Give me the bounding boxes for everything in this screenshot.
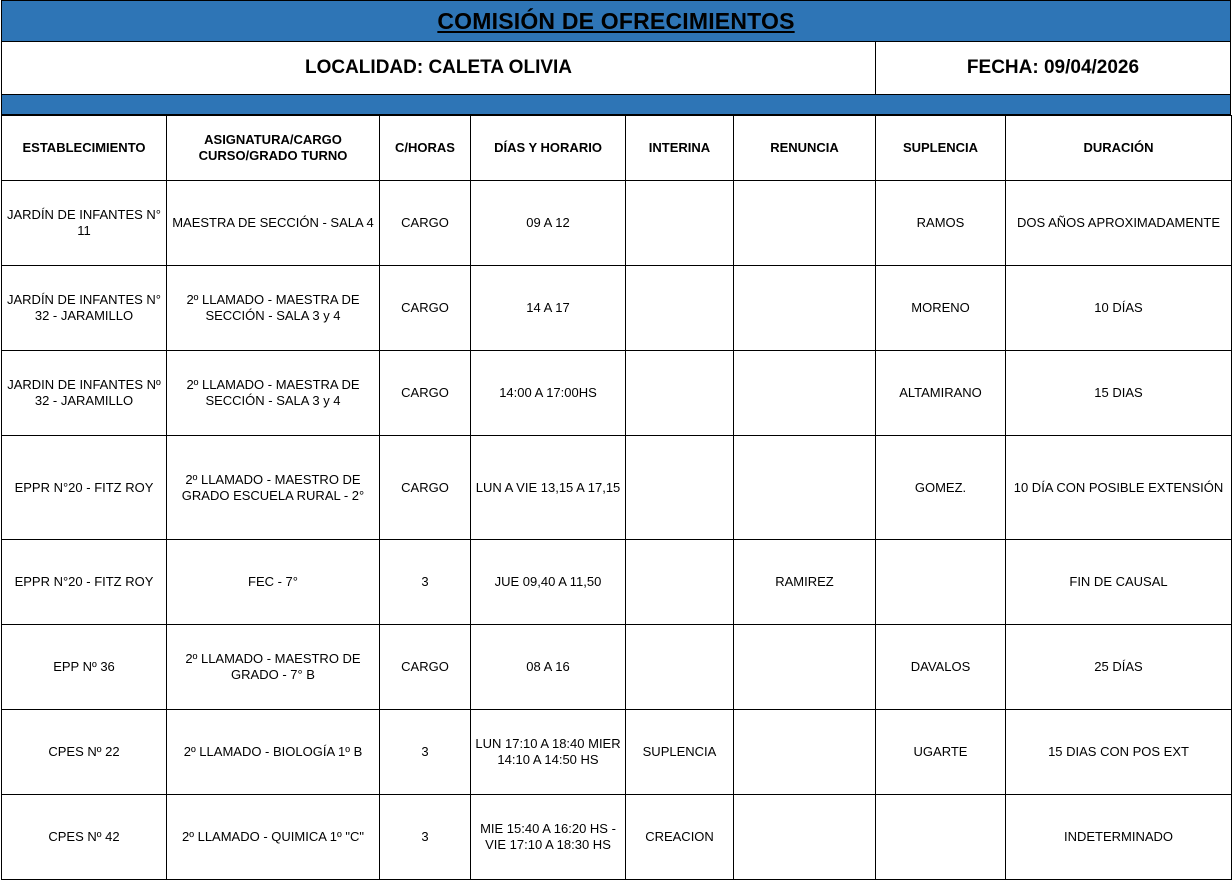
table-row [2, 181, 1232, 266]
cell-duracion: 10 DÍAS [1006, 266, 1232, 351]
header-asignatura-line2: CURSO/GRADO TURNO [198, 148, 348, 163]
cell-suplencia: UGARTE [876, 710, 1006, 795]
cell-interina [626, 540, 734, 625]
cell-dias: 08 A 16 [471, 625, 626, 710]
cell-dias: 14:00 A 17:00HS [471, 351, 626, 436]
cell-asignatura: 2º LLAMADO - MAESTRA DE SECCIÓN - SALA 3 y 4 [167, 266, 380, 351]
cell-dias: LUN 17:10 A 18:40 MIER 14:10 A 14:50 HS [471, 710, 626, 795]
cell-duracion: FIN DE CAUSAL [1006, 540, 1232, 625]
cell-asignatura: 2º LLAMADO - MAESTRO DE GRADO - 7° B [167, 625, 380, 710]
header-renuncia: RENUNCIA [734, 116, 876, 181]
cell-interina [626, 266, 734, 351]
cell-establecimiento: EPP Nº 36 [2, 625, 167, 710]
cell-suplencia: RAMOS [876, 181, 1006, 266]
header-asignatura [167, 116, 380, 181]
cell-establecimiento: JARDÍN DE INFANTES N° 11 [2, 181, 167, 266]
info-row [1, 42, 1231, 95]
table-row [2, 351, 1232, 436]
cell-establecimiento: EPPR N°20 - FITZ ROY [2, 436, 167, 540]
table-row [2, 710, 1232, 795]
cell-horas: 3 [380, 540, 471, 625]
cell-establecimiento: EPPR N°20 - FITZ ROY [2, 540, 167, 625]
table-row [2, 266, 1232, 351]
header-dias: DÍAS Y HORARIO [471, 116, 626, 181]
header-duracion: DURACIÓN [1006, 116, 1232, 181]
cell-suplencia: ALTAMIRANO [876, 351, 1006, 436]
cell-duracion: 25 DÍAS [1006, 625, 1232, 710]
cell-duracion: INDETERMINADO [1006, 795, 1232, 880]
cell-duracion: 15 DIAS CON POS EXT [1006, 710, 1232, 795]
cell-horas: 3 [380, 710, 471, 795]
cell-interina [626, 436, 734, 540]
cell-duracion: DOS AÑOS APROXIMADAMENTE [1006, 181, 1232, 266]
offers-sheet [1, 0, 1231, 880]
cell-horas: CARGO [380, 351, 471, 436]
cell-horas: 3 [380, 795, 471, 880]
date-label: FECHA: 09/04/2026 [966, 57, 1140, 78]
table-row [2, 436, 1232, 540]
table-header-row [2, 116, 1232, 181]
cell-renuncia [734, 710, 876, 795]
cell-horas: CARGO [380, 181, 471, 266]
cell-horas: CARGO [380, 436, 471, 540]
header-asignatura-line1: ASIGNATURA/CARGO [204, 132, 342, 147]
cell-renuncia [734, 266, 876, 351]
cell-asignatura: 2º LLAMADO - QUIMICA 1º "C" [167, 795, 380, 880]
cell-suplencia [876, 795, 1006, 880]
cell-asignatura: 2º LLAMADO - MAESTRO DE GRADO ESCUELA RURAL - 2° [167, 436, 380, 540]
header-suplencia: SUPLENCIA [876, 116, 1006, 181]
cell-horas: CARGO [380, 266, 471, 351]
cell-dias: LUN A VIE 13,15 A 17,15 [471, 436, 626, 540]
cell-renuncia [734, 351, 876, 436]
table-row [2, 625, 1232, 710]
cell-suplencia: DAVALOS [876, 625, 1006, 710]
cell-asignatura: MAESTRA DE SECCIÓN - SALA 4 [167, 181, 380, 266]
cell-interina [626, 181, 734, 266]
cell-suplencia [876, 540, 1006, 625]
cell-interina [626, 625, 734, 710]
cell-duracion: 10 DÍA CON POSIBLE EXTENSIÓN [1006, 436, 1232, 540]
blue-divider [1, 95, 1231, 115]
cell-asignatura: 2º LLAMADO - MAESTRA DE SECCIÓN - SALA 3 y 4 [167, 351, 380, 436]
cell-renuncia [734, 625, 876, 710]
offers-table [1, 115, 1232, 880]
table-row [2, 795, 1232, 880]
cell-asignatura: 2º LLAMADO - BIOLOGÍA 1º B [167, 710, 380, 795]
cell-renuncia [734, 795, 876, 880]
cell-establecimiento: JARDÍN DE INFANTES N° 32 - JARAMILLO [2, 266, 167, 351]
header-horas: C/HORAS [380, 116, 471, 181]
cell-suplencia: GOMEZ. [876, 436, 1006, 540]
header-establecimiento: ESTABLECIMIENTO [2, 116, 167, 181]
cell-interina: CREACION [626, 795, 734, 880]
cell-interina [626, 351, 734, 436]
cell-dias: 09 A 12 [471, 181, 626, 266]
cell-renuncia [734, 436, 876, 540]
cell-dias: MIE 15:40 A 16:20 HS - VIE 17:10 A 18:30 HS [471, 795, 626, 880]
cell-renuncia [734, 181, 876, 266]
header-interina: INTERINA [626, 116, 734, 181]
locality-label: LOCALIDAD: CALETA OLIVIA [2, 42, 876, 94]
cell-horas: CARGO [380, 625, 471, 710]
cell-establecimiento: CPES Nº 22 [2, 710, 167, 795]
cell-interina: SUPLENCIA [626, 710, 734, 795]
cell-asignatura: FEC - 7° [167, 540, 380, 625]
sheet-title: COMISIÓN DE OFRECIMIENTOS [1, 0, 1231, 42]
cell-suplencia: MORENO [876, 266, 1006, 351]
cell-duracion: 15 DIAS [1006, 351, 1232, 436]
cell-dias: JUE 09,40 A 11,50 [471, 540, 626, 625]
cell-dias: 14 A 17 [471, 266, 626, 351]
table-row [2, 540, 1232, 625]
cell-establecimiento: JARDIN DE INFANTES Nº 32 - JARAMILLO [2, 351, 167, 436]
cell-establecimiento: CPES Nº 42 [2, 795, 167, 880]
cell-renuncia: RAMIREZ [734, 540, 876, 625]
